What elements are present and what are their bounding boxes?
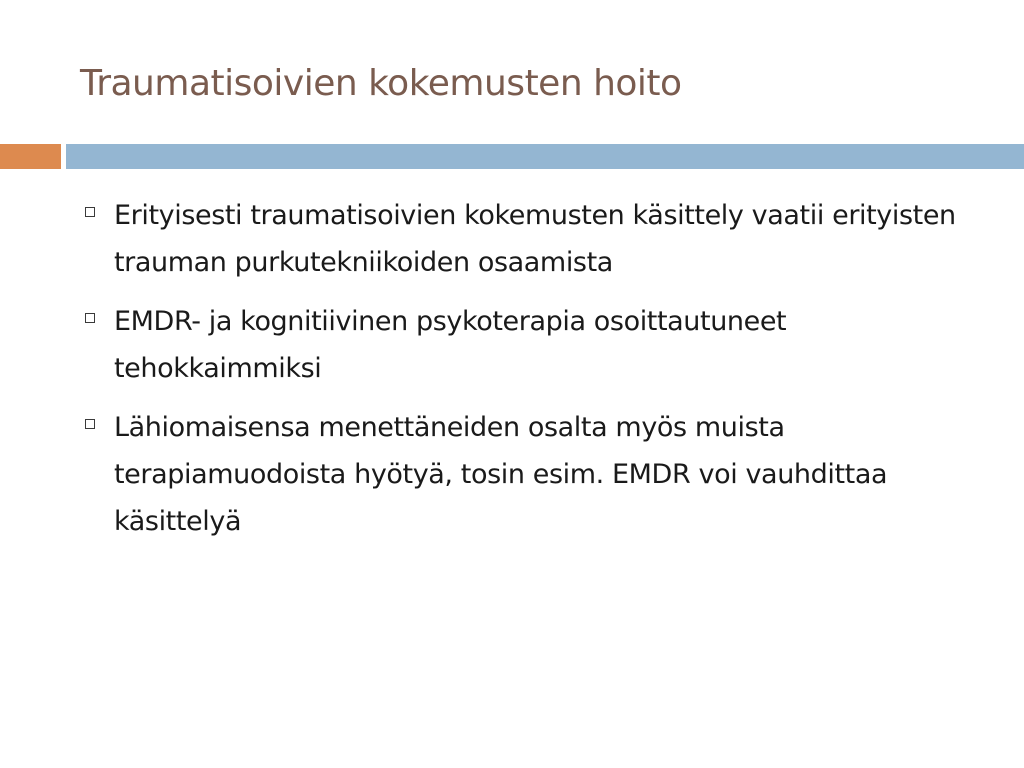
slide-title: Traumatisoivien kokemusten hoito xyxy=(80,63,682,104)
bullet-text: EMDR- ja kognitiivinen psykoterapia osoittautuneet tehokkaimmiksi xyxy=(114,306,787,384)
hollow-square-bullet-icon xyxy=(85,419,95,429)
accent-bar-blue xyxy=(66,144,1024,169)
accent-bar-orange xyxy=(0,144,61,169)
hollow-square-bullet-icon xyxy=(85,207,95,217)
hollow-square-bullet-icon xyxy=(85,313,95,323)
bullet-item xyxy=(80,192,980,286)
bullet-item xyxy=(80,404,980,545)
bullet-text: Lähiomaisensa menettäneiden osalta myös muista terapiamuodoista hyötyä, tosin esim. EMDR voi vauhdittaa käsittelyä xyxy=(114,412,888,537)
bullet-item xyxy=(80,298,980,392)
bullet-text: Erityisesti traumatisoivien kokemusten käsittely vaatii erityisten trauman purkutekniikoiden osaamista xyxy=(114,200,956,278)
bullet-list xyxy=(80,192,980,557)
